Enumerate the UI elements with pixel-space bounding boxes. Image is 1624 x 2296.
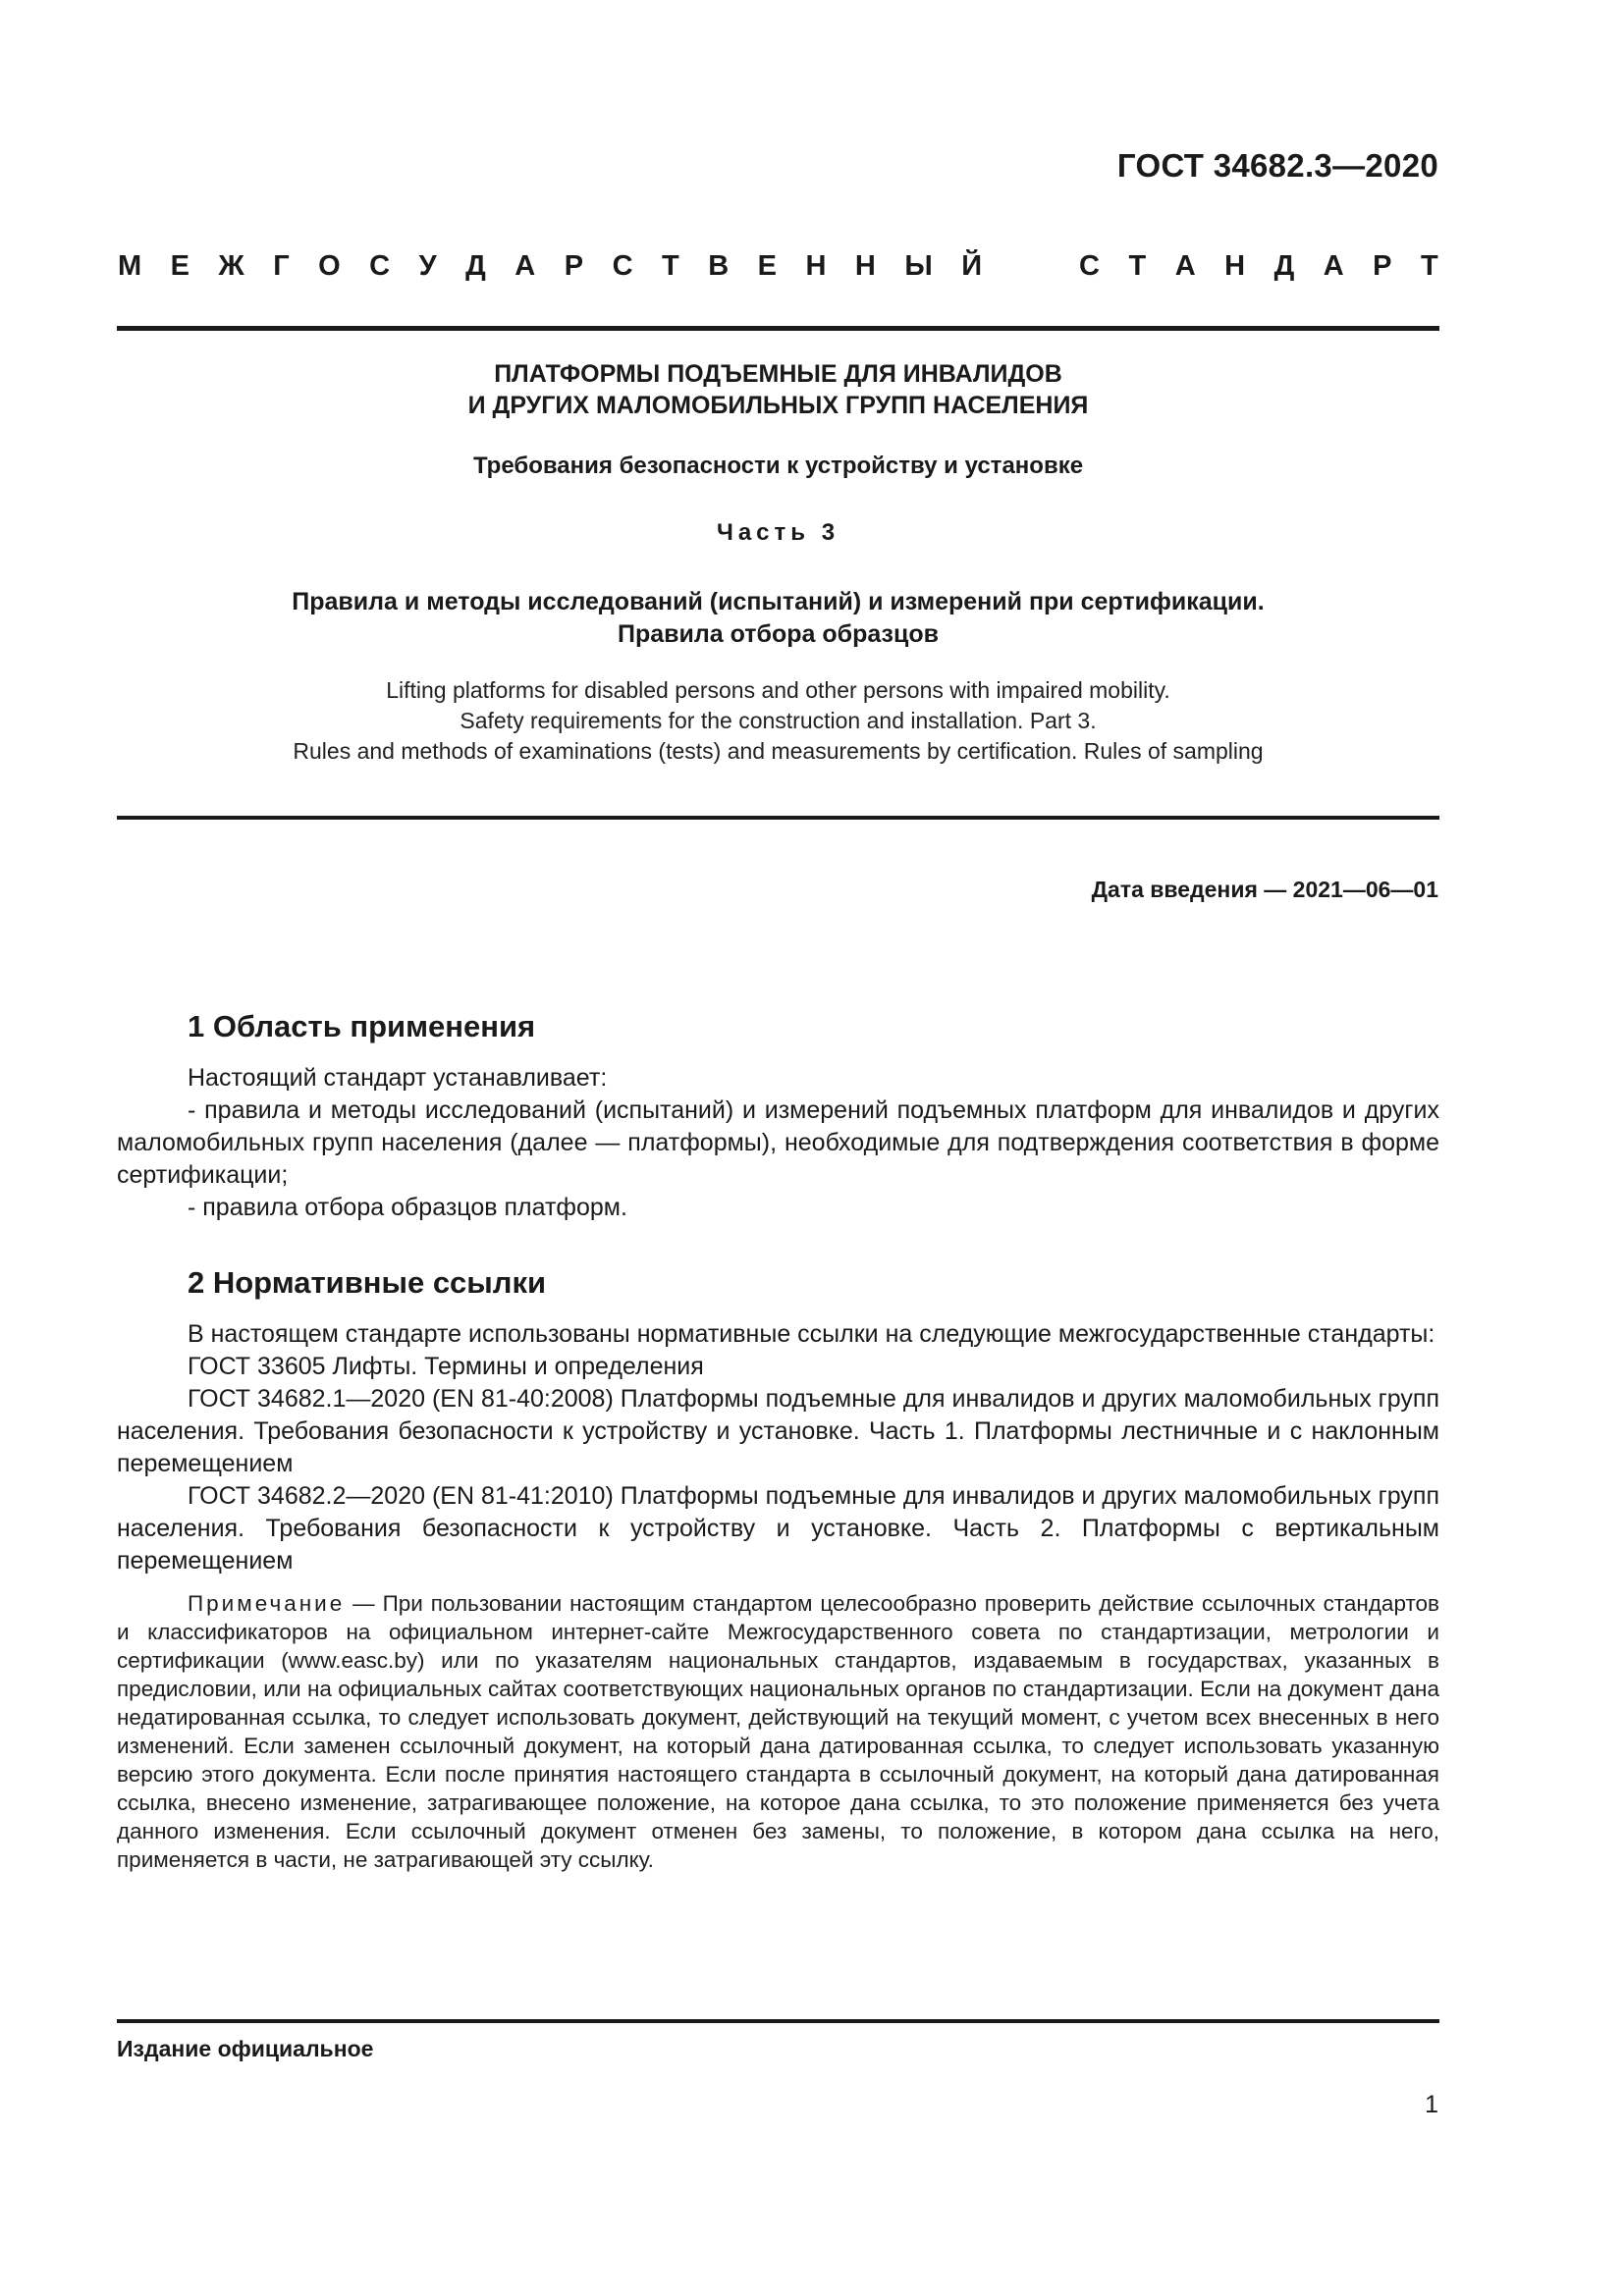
note-text: — При пользовании настоящим стандартом целесообразно проверить действие ссылочных стандартов и классификаторов на официальном интернет-сайте Межгосударственного совета по стандартизации, метрологии и сертификации (www.easc.by) или по указателям национальных стандартов, издаваемым в государствах, указанных в предисловии, или на официальных сайтах соответствующих национальных органов по стандартизации. Если на документ дана недатированная ссылка, то следует использовать документ, действующий на текущий момент, с учетом всех внесенных в него изменений. Если заменен ссылочный документ, на который дана датированная ссылка, то следует использовать указанную версию этого документа. Если после принятия настоящего стандарта в ссылочный документ, на который дана датированная ссылка, внесено изменение, затрагивающее положение, на которое дана ссылка, то это положение применяется без учета данного изменения. Если ссылочный документ отменен без замены, то положение, в котором дана ссылка на него, применяется в части, не затрагивающей эту ссылку. [117, 1591, 1439, 1872]
banner-letter: Т [1420, 250, 1438, 282]
banner-letter: А [514, 250, 536, 282]
section-normative-references [117, 1265, 1439, 1874]
reference-item: ГОСТ 33605 Лифты. Термины и определения [188, 1353, 704, 1380]
banner-letter: А [1323, 250, 1344, 282]
banner-letter: Н [1224, 250, 1246, 282]
section-1-intro: Настоящий стандарт устанавливает: [188, 1064, 608, 1092]
section-2-intro: В настоящем стандарте использованы нормативные ссылки на следующие межгосударственные стандарты: [188, 1320, 1435, 1348]
banner-letter: Н [805, 250, 827, 282]
interstate-standard-banner [118, 250, 1438, 283]
banner-letter: Е [757, 250, 777, 282]
banner-letter: Е [170, 250, 189, 282]
section-1-heading: 1 Область применения [188, 1009, 536, 1043]
document-body [117, 1009, 1439, 1896]
top-divider [117, 326, 1439, 331]
title-block [117, 358, 1439, 767]
introduction-date: Дата введения — 2021—06—01 [1091, 877, 1438, 902]
part-title [117, 586, 1439, 651]
english-title-line-2: Safety requirements for the construction and installation. Part 3. [460, 708, 1097, 733]
banner-letter: Т [1128, 250, 1147, 282]
banner-letter: Н [854, 250, 876, 282]
note-label: Примечание [188, 1591, 346, 1616]
reference-item: ГОСТ 34682.1—2020 (EN 81-40:2008) Платформы подъемные для инвалидов и других маломобильных групп населения. Требования безопасности к устройству и установке. Часть 1. Платформы лестничные и с наклонным перемещением [117, 1385, 1439, 1477]
english-title [117, 675, 1439, 767]
note-paragraph [117, 1589, 1439, 1874]
english-title-line-3: Rules and methods of examinations (tests) and measurements by certification. Rules of sampling [293, 738, 1264, 764]
part-label: Часть 3 [716, 519, 840, 546]
part-title-line-2: Правила отбора образцов [618, 620, 939, 648]
official-edition-label: Издание официальное [117, 2036, 374, 2061]
banner-word-gap [1011, 250, 1051, 283]
list-item: - правила и методы исследований (испытаний) и измерений подъемных платформ для инвалидов и других маломобильных групп населения (далее — платформы), необходимые для подтверждения соответствия в форме сертификации; [117, 1096, 1439, 1189]
banner-letter: С [612, 250, 633, 282]
banner-letter: Д [1273, 250, 1295, 282]
banner-letter: Ж [218, 250, 244, 282]
banner-letter: М [118, 250, 142, 282]
english-title-line-1: Lifting platforms for disabled persons and other persons with impaired mobility. [386, 677, 1170, 703]
banner-letter: Р [564, 250, 584, 282]
banner-letter: О [318, 250, 341, 282]
banner-letter: Т [662, 250, 679, 282]
banner-letter: А [1174, 250, 1196, 282]
reference-item: ГОСТ 34682.2—2020 (EN 81-41:2010) Платформы подъемные для инвалидов и других маломобильных групп населения. Требования безопасности к устройству и установке. Часть 2. Платформы с вертикальным перемещением [117, 1482, 1439, 1575]
banner-letter: Д [465, 250, 486, 282]
banner-letter: С [1079, 250, 1100, 282]
list-item: - правила отбора образцов платформ. [188, 1194, 627, 1221]
middle-divider [117, 816, 1439, 820]
part-title-line-1: Правила и методы исследований (испытаний) и измерений при сертификации. [292, 588, 1265, 615]
section-scope [117, 1009, 1439, 1224]
banner-letter: С [369, 250, 391, 282]
banner-letter: Ы [904, 250, 933, 282]
banner-letter: В [708, 250, 730, 282]
section-2-heading: 2 Нормативные ссылки [188, 1265, 547, 1300]
bottom-divider [117, 2019, 1439, 2023]
title-line-1: ПЛАТФОРМЫ ПОДЪЕМНЫЕ ДЛЯ ИНВАЛИДОВ [494, 360, 1062, 388]
banner-letter: Й [961, 250, 983, 282]
banner-letter: У [418, 250, 437, 282]
banner-letter: Р [1373, 250, 1392, 282]
page-number: 1 [1425, 2091, 1438, 2118]
subtitle: Требования безопасности к устройству и установке [472, 453, 1084, 479]
banner-letter: Г [273, 250, 290, 282]
title-line-2: И ДРУГИХ МАЛОМОБИЛЬНЫХ ГРУПП НАСЕЛЕНИЯ [467, 392, 1089, 419]
document-number: ГОСТ 34682.3—2020 [1116, 147, 1438, 184]
